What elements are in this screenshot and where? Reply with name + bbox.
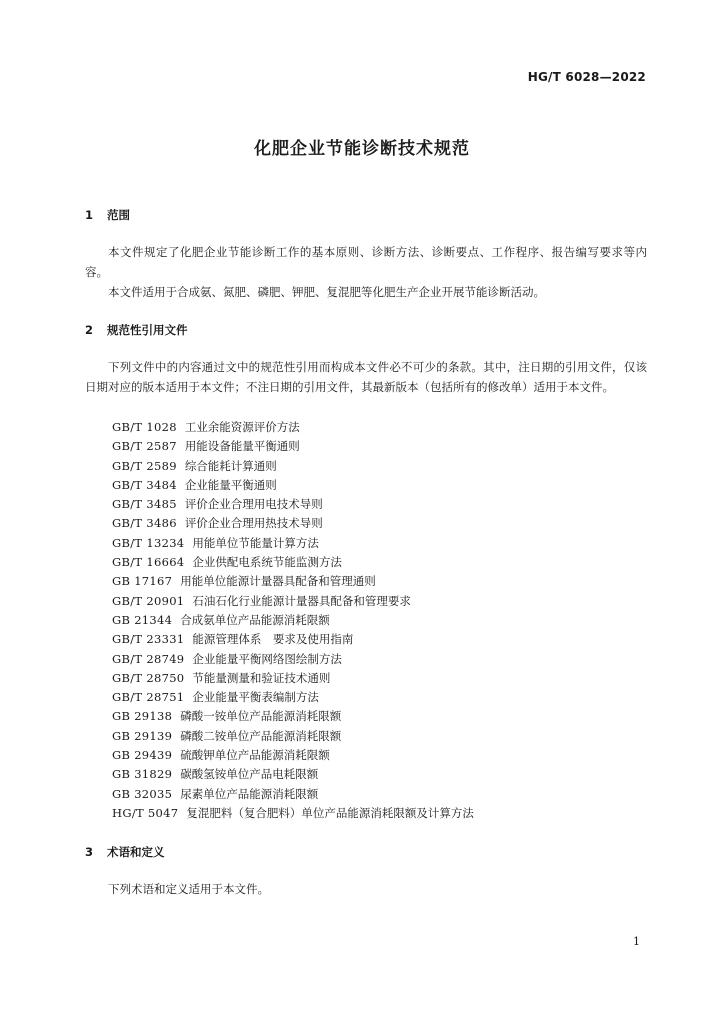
reference-item [112,650,474,669]
section-3-title: 术语和定义 [107,845,165,859]
section-1-title: 范围 [107,208,130,222]
reference-code: GB/T 3486 [112,516,177,531]
reference-item [112,553,474,572]
reference-item [112,418,474,437]
reference-code: GB/T 13234 [112,535,185,550]
reference-title: 节能量测量和验证技术通则 [192,670,331,685]
reference-title: 能源管理体系 要求及使用指南 [192,632,354,647]
section-2-heading [85,322,188,338]
reference-title: 硫酸钾单位产品能源消耗限额 [180,748,330,763]
reference-title: 用能设备能量平衡通则 [184,439,300,454]
reference-title: 企业能量平衡表编制方法 [192,690,319,705]
reference-item [112,611,474,630]
reference-code: GB/T 20901 [112,593,185,608]
section-1-body [85,242,647,302]
reference-item [112,688,474,707]
reference-item [112,534,474,553]
reference-item [112,457,474,476]
reference-item [112,514,474,533]
reference-title: 评价企业合理用热技术导则 [184,516,323,531]
reference-code: HG/T 5047 [112,805,179,820]
reference-code: GB/T 28751 [112,690,185,705]
page-number: 1 [633,935,640,948]
reference-title: 工业余能资源评价方法 [184,420,300,434]
reference-title: 磷酸一铵单位产品能源消耗限额 [180,709,342,724]
reference-item [112,707,474,726]
standard-number: HG/T 6028—2022 [527,70,646,84]
reference-item [112,765,474,784]
reference-title: 合成氨单位产品能源消耗限额 [180,612,330,627]
section-3-paragraph: 下列术语和定义适用于本文件。 [108,882,269,896]
reference-title: 石油石化行业能源计量器具配备和管理要求 [192,593,411,608]
document-title: 化肥企业节能诊断技术规范 [254,139,470,159]
normative-references-list [112,418,474,823]
reference-item [112,669,474,688]
reference-item [112,804,474,823]
section-2-body [85,357,647,397]
reference-code: GB/T 1028 [112,420,177,434]
reference-code: GB/T 3485 [112,497,177,512]
reference-title: 企业供配电系统节能监测方法 [192,555,342,570]
reference-code: GB/T 2589 [112,458,177,473]
reference-code: GB 17167 [112,574,173,589]
reference-title: 复混肥料（复合肥料）单位产品能源消耗限额及计算方法 [186,805,474,820]
reference-title: 企业能量平衡通则 [184,477,277,492]
section-1-paragraph: 本文件适用于合成氨、氮肥、磷肥、钾肥、复混肥等化肥生产企业开展节能诊断活动。 [108,285,545,299]
reference-code: GB/T 23331 [112,632,185,647]
reference-title: 尿素单位产品能源消耗限额 [180,786,319,801]
reference-code: GB/T 28750 [112,670,185,685]
reference-title: 磷酸二铵单位产品能源消耗限额 [180,728,342,743]
reference-item [112,785,474,804]
reference-item [112,476,474,495]
reference-code: GB 29138 [112,709,173,724]
reference-item [112,572,474,591]
reference-title: 用能单位节能量计算方法 [192,535,319,550]
reference-code: GB 21344 [112,612,173,627]
reference-item [112,495,474,514]
reference-title: 用能单位能源计量器具配备和管理通则 [180,574,376,589]
section-1-number: 1 [85,208,94,222]
reference-item [112,592,474,611]
reference-code: GB/T 3484 [112,477,177,492]
section-2-title: 规范性引用文件 [107,323,188,337]
reference-code: GB 29139 [112,728,173,743]
reference-code: GB/T 28749 [112,651,185,666]
reference-item [112,437,474,456]
reference-item [112,727,474,746]
reference-item [112,746,474,765]
reference-code: GB/T 16664 [112,555,185,570]
reference-item [112,630,474,649]
section-2-paragraph: 下列文件中的内容通过文中的规范性引用而构成本文件必不可少的条款。其中，注日期的引用文件，仅该日期对应的版本适用于本文件；不注日期的引用文件，其最新版本（包括所有的修改单）适用于本文件。 [85,360,647,394]
section-3-number: 3 [85,845,94,859]
reference-title: 碳酸氢铵单位产品电耗限额 [180,767,319,782]
reference-title: 综合能耗计算通则 [184,458,277,473]
section-3-heading [85,844,165,860]
section-3-body [85,879,647,899]
reference-title: 企业能量平衡网络图绘制方法 [192,651,342,666]
reference-code: GB 32035 [112,786,173,801]
section-1-paragraph: 本文件规定了化肥企业节能诊断工作的基本原则、诊断方法、诊断要点、工作程序、报告编写要求等内容。 [85,245,647,279]
section-1-heading [85,207,130,223]
reference-code: GB 29439 [112,748,173,763]
reference-code: GB/T 2587 [112,439,177,454]
reference-code: GB 31829 [112,767,173,782]
reference-title: 评价企业合理用电技术导则 [184,497,323,512]
section-2-number: 2 [85,323,94,337]
